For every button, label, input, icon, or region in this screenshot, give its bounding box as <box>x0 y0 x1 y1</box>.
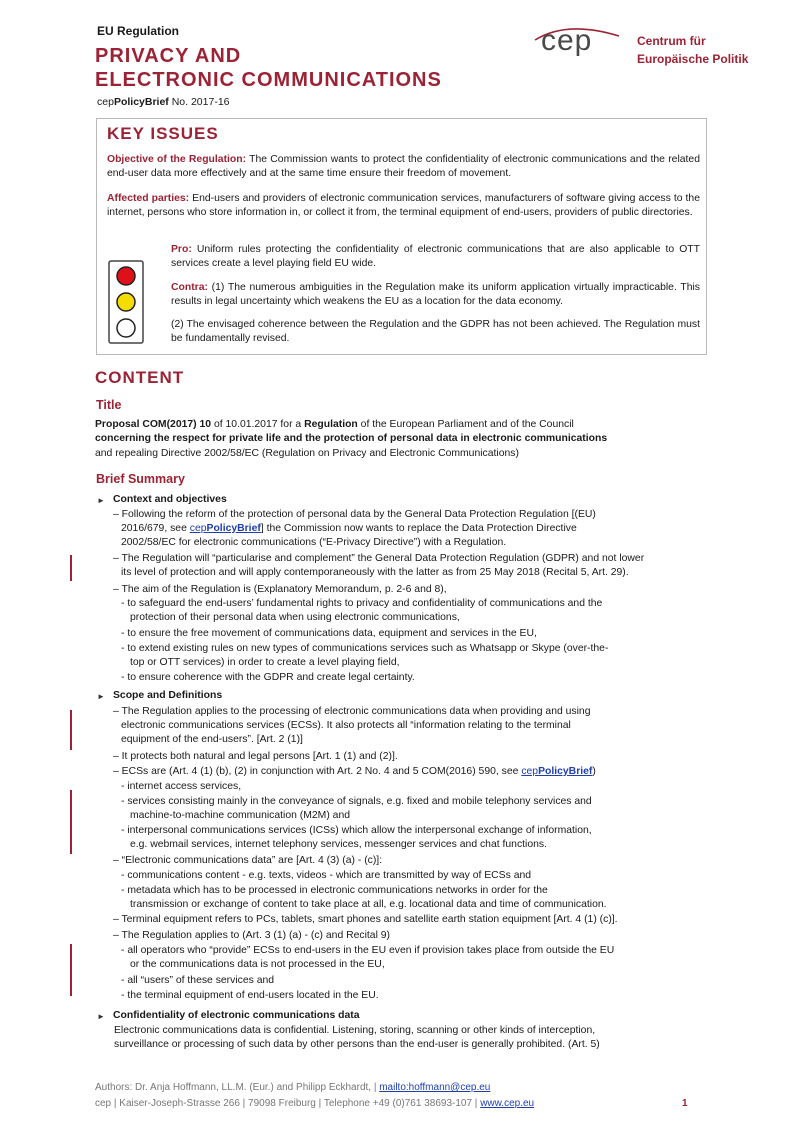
policybrief-link[interactable] <box>190 523 261 534</box>
list-item: - all “users” of these services and <box>121 975 275 986</box>
list-item: - to ensure the free movement of communications data, equipment and services in the EU, <box>121 628 537 639</box>
triangle-bullet-icon: ► <box>97 496 105 505</box>
objective-text: The Commission wants to protect the confidentiality of electronic communications and the related end-user data more effectively and at the same time ensure their freedom of movement. <box>107 154 700 180</box>
email-link[interactable]: mailto:hoffmann@cep.eu <box>379 1082 491 1093</box>
list-item: transmission or exchange of content to take place at all, e.g. locational data and time of communication. <box>130 899 607 910</box>
list-item: protection of their personal data when using electronic communications, <box>130 612 460 623</box>
text-span: ] the Commission now wants to replace the Data Protection Directive <box>260 523 577 534</box>
pro-paragraph <box>171 243 700 271</box>
footer-address <box>95 1098 534 1109</box>
contra-paragraph <box>171 281 700 309</box>
section-confidentiality-heading: Confidentiality of electronic communications data <box>113 1010 360 1021</box>
list-item: - the terminal equipment of end-users located in the EU. <box>121 990 379 1001</box>
document-label: EU Regulation <box>97 24 180 38</box>
paragraph-line: surveillance or processing of such data by other persons than the end-user is generally prohibited. (Art. 5) <box>114 1039 600 1050</box>
list-item: – It protects both natural and legal persons [Art. 1 (1) and (2)]. <box>113 751 398 762</box>
contra2-paragraph: (2) The envisaged coherence between the Regulation and the GDPR has not been achieved. The Regulation must be fundamentally revised. <box>171 319 700 345</box>
page-number: 1 <box>682 1098 688 1109</box>
proposal-text-1: of 10.01.2017 for a <box>211 419 305 430</box>
proposal-line-2: concerning the respect for private life and the protection of personal data in electronic communications <box>95 433 608 444</box>
proposal-regulation: Regulation <box>304 419 358 430</box>
list-item: - services consisting mainly in the conveyance of signals, e.g. fixed and mobile telephony services and <box>121 796 592 807</box>
section-scope-heading: Scope and Definitions <box>113 690 223 701</box>
brief-bold: PolicyBrief <box>113 96 169 108</box>
objective-paragraph <box>107 153 700 181</box>
change-marker-bar <box>70 555 72 581</box>
link-cep: cep <box>521 766 539 777</box>
org-line-1: Centrum für <box>637 34 706 48</box>
link-policybrief: PolicyBrief <box>538 766 593 777</box>
title-line-2: ELECTRONIC COMMUNICATIONS <box>95 69 442 91</box>
affected-paragraph <box>107 192 700 220</box>
address-text: cep | Kaiser-Joseph-Strasse 266 | 79098 Freiburg | Telephone +49 (0)761 38693-107 | <box>95 1098 481 1109</box>
proposal-line-1 <box>95 418 690 432</box>
link-cep: cep <box>189 523 207 534</box>
paragraph-line: Electronic communications data is confidential. Listening, storing, scanning or other kinds of interception, <box>114 1025 596 1036</box>
list-item <box>121 523 577 534</box>
list-item: - metadata which has to be processed in electronic communications networks in order for the <box>121 885 548 896</box>
list-item: - to safeguard the end-users’ fundamental rights to privacy and confidentiality of communications and the <box>121 598 603 609</box>
proposal-text-2: of the European Parliament and of the Council <box>357 419 574 430</box>
list-item: e.g. webmail services, internet telephony services, messenger services and chat functions. <box>130 839 547 850</box>
list-item: - all operators who “provide” ECSs to end-users in the EU even if provision takes place from outside the EU <box>121 945 615 956</box>
contra-label: Contra: <box>171 282 208 293</box>
list-item: 2002/58/EC for electronic communications (“E-Privacy Directive”) with a Regulation. <box>121 537 507 548</box>
list-item: - to ensure coherence with the GDPR and create legal certainty. <box>121 672 415 683</box>
organization-name <box>637 32 748 68</box>
list-item: its level of protection and will apply contemporaneously with the latter as from 25 May 2018 (Recital 5, Art. 29). <box>121 567 629 578</box>
list-item: – Terminal equipment refers to PCs, tablets, smart phones and satellite earth station equipment [Art. 4 (1) (c)]. <box>113 914 618 925</box>
list-item: - internet access services, <box>121 781 242 792</box>
brief-prefix: cep <box>97 96 114 108</box>
change-marker-bar <box>70 790 72 854</box>
list-item: – The Regulation will “particularise and complement” the General Data Protection Regulation (GDPR) and not lower <box>113 553 645 564</box>
footer-authors <box>95 1082 490 1093</box>
policybrief-link[interactable] <box>521 766 592 777</box>
link-policybrief: PolicyBrief <box>206 523 261 534</box>
key-issues-heading: KEY ISSUES <box>107 124 219 143</box>
affected-text: End-users and providers of electronic communication services, manufacturers of software giving access to the internet, persons who store information in, or collect it from, the terminal equipment of end-users, providers of public directories. <box>107 193 700 219</box>
brief-number <box>97 96 230 108</box>
list-item: - interpersonal communications services (ICSs) which allow the interpersonal exchange of information, <box>121 825 592 836</box>
traffic-light-icon <box>108 260 144 344</box>
list-item: – “Electronic communications data” are [Art. 4 (3) (a) - (c)]: <box>113 855 383 866</box>
list-item: – Following the reform of the protection of personal data by the General Data Protection Regulation [(EU) <box>113 509 596 520</box>
triangle-bullet-icon: ► <box>97 1012 105 1021</box>
text-span: 2016/679, see <box>121 523 190 534</box>
triangle-bullet-icon: ► <box>97 692 105 701</box>
title-line-1: PRIVACY AND <box>95 45 242 67</box>
change-marker-bar <box>70 710 72 750</box>
list-item: equipment of the end-users”. [Art. 2 (1)] <box>121 734 303 745</box>
website-link[interactable]: www.cep.eu <box>480 1098 535 1109</box>
list-item: - to extend existing rules on new types of communications services such as Whatsapp or Skype (over-the- <box>121 643 609 654</box>
pro-label: Pro: <box>171 244 192 255</box>
proposal-id: Proposal COM(2017) 10 <box>95 419 212 430</box>
brief-suffix: No. 2017-16 <box>168 96 230 108</box>
pro-text: Uniform rules protecting the confidentiality of electronic communications that are also applicable to OTT services create a level playing field EU wide. <box>171 244 700 270</box>
list-item: or the communications data is not processed in the EU, <box>130 959 385 970</box>
brief-summary-heading: Brief Summary <box>96 472 185 486</box>
list-item: – The Regulation applies to the processing of electronic communications data when providing and using <box>113 706 591 717</box>
org-line-2: Europäische Politik <box>637 52 749 66</box>
list-item: machine-to-machine communication (M2M) and <box>130 810 351 821</box>
list-item: – The aim of the Regulation is (Explanatory Memorandum, p. 2-6 and 8), <box>113 584 447 595</box>
list-item: - communications content - e.g. texts, videos - which are transmitted by way of ECSs and <box>121 870 532 881</box>
text-span: – ECSs are (Art. 4 (1) (b), (2) in conjunction with Art. 2 No. 4 and 5 COM(2016) 590, see <box>113 766 522 777</box>
proposal-line-3: and repealing Directive 2002/58/EC (Regulation on Privacy and Electronic Communications) <box>95 448 519 459</box>
authors-text: Authors: Dr. Anja Hoffmann, LL.M. (Eur.) and Philipp Eckhardt, | <box>95 1082 380 1093</box>
list-item: – The Regulation applies to (Art. 3 (1) (a) - (c) and Recital 9) <box>113 930 391 941</box>
change-marker-bar <box>70 944 72 996</box>
section-context-heading: Context and objectives <box>113 494 227 505</box>
content-heading: CONTENT <box>95 368 185 387</box>
list-item: top or OTT services) in order to create a level playing field, <box>130 657 400 668</box>
objective-label: Objective of the Regulation: <box>107 154 247 165</box>
title-subheading: Title <box>96 398 122 412</box>
contra-text: (1) The numerous ambiguities in the Regulation make its uniform application virtually impracticable. This results in legal uncertainty which weakens the EU as a location for the data economy. <box>171 282 700 308</box>
list-item: electronic communications services (ECSs). It also protects all “information relating to the terminal <box>121 720 571 731</box>
list-item: – ECSs are (Art. 4 (1) (b), (2) in conjunction with Art. 2 No. 4 and 5 COM(2016) 590, see cepPolicyBrief) <box>113 766 596 777</box>
document-title <box>95 44 442 92</box>
logo-wordmark: cep <box>541 24 593 57</box>
affected-label: Affected parties: <box>107 193 190 204</box>
